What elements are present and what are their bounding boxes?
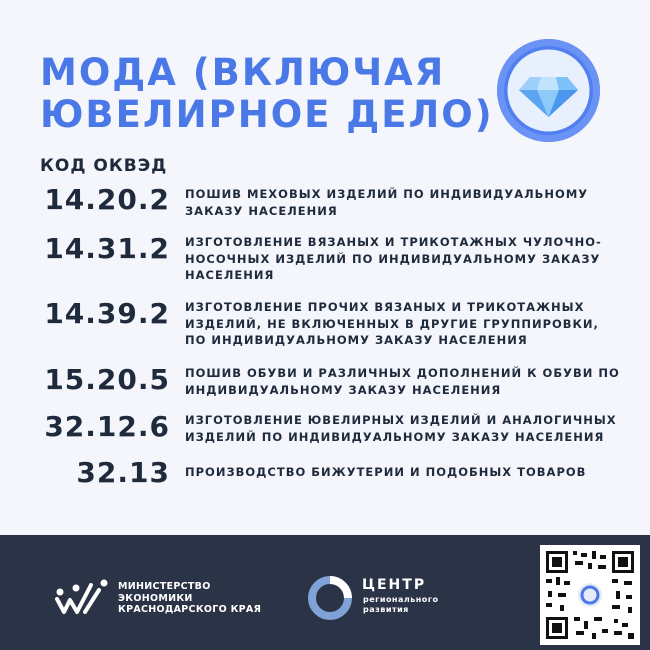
diamond-icon [497,39,600,142]
okved-description: ИЗГОТОВЛЕНИЕ ВЯЗАНЫХ И ТРИКОТАЖНЫХ ЧУЛОЧНО-НОСОЧНЫХ ИЗДЕЛИЙ ПО ИНДИВИДУАЛЬНОМУ ЗАКАЗУ НАСЕЛЕНИЯ [185,235,602,282]
qr-code[interactable] [540,545,640,645]
crr-subtitle [363,595,438,615]
okved-description: ПРОИЗВОДСТВО БИЖУТЕРИИ И ПОДОБНЫХ ТОВАРОВ [185,465,587,479]
crr-logo-icon [306,574,354,622]
okved-code: 32.13 [76,456,170,489]
footer [0,535,650,650]
okved-header: КОД ОКВЭД [40,156,168,176]
okved-description: ИЗГОТОВЛЕНИЕ ЮВЕЛИРНЫХ ИЗДЕЛИЙ И АНАЛОГИЧНЫХ ИЗДЕЛИЙ ПО ИНДИВИДУАЛЬНОМУ ЗАКАЗУ НАСЕЛЕНИЯ [185,413,617,444]
title-line-1: МОДА (ВКЛЮЧАЯ [40,51,446,94]
okved-description: ИЗГОТОВЛЕНИЕ ПРОЧИХ ВЯЗАНЫХ И ТРИКОТАЖНЫХ ИЗДЕЛИЙ, НЕ ВКЛЮЧЕННЫХ В ДРУГИЕ ГРУППИРОВКИ, ПО ИНДИВИДУАЛЬНОМУ ЗАКАЗУ НАСЕЛЕНИЯ [185,300,599,347]
ministry-name [118,581,261,616]
ministry-line-2: ЭКОНОМИКИ [118,592,193,604]
ministry-logo-icon [55,579,111,615]
okved-description: ПОШИВ МЕХОВЫХ ИЗДЕЛИЙ ПО ИНДИВИДУАЛЬНОМУ ЗАКАЗУ НАСЕЛЕНИЯ [185,187,589,218]
okved-code: 14.20.2 [44,183,170,216]
okved-code: 15.20.5 [44,363,170,396]
crr-name: ЦЕНТР [362,577,427,593]
qr-code-icon [540,545,640,645]
okved-description: ПОШИВ ОБУВИ И РАЗЛИЧНЫХ ДОПОЛНЕНИЙ К ОБУВИ ПО ИНДИВИДУАЛЬНОМУ ЗАКАЗУ НАСЕЛЕНИЯ [185,366,620,397]
okved-code: 32.12.6 [44,410,170,443]
okved-code: 14.39.2 [44,297,170,330]
ministry-line-3: КРАСНОДАРСКОГО КРАЯ [118,604,262,615]
crr-subtitle-line-2: развития [363,605,409,614]
page-title [40,51,494,136]
okved-code: 14.31.2 [44,232,170,265]
ministry-line-1: МИНИСТЕРСТВО [118,581,211,592]
crr-subtitle-line-1: регионального [363,595,439,604]
title-line-2: ЮВЕЛИРНОЕ ДЕЛО) [40,93,494,136]
